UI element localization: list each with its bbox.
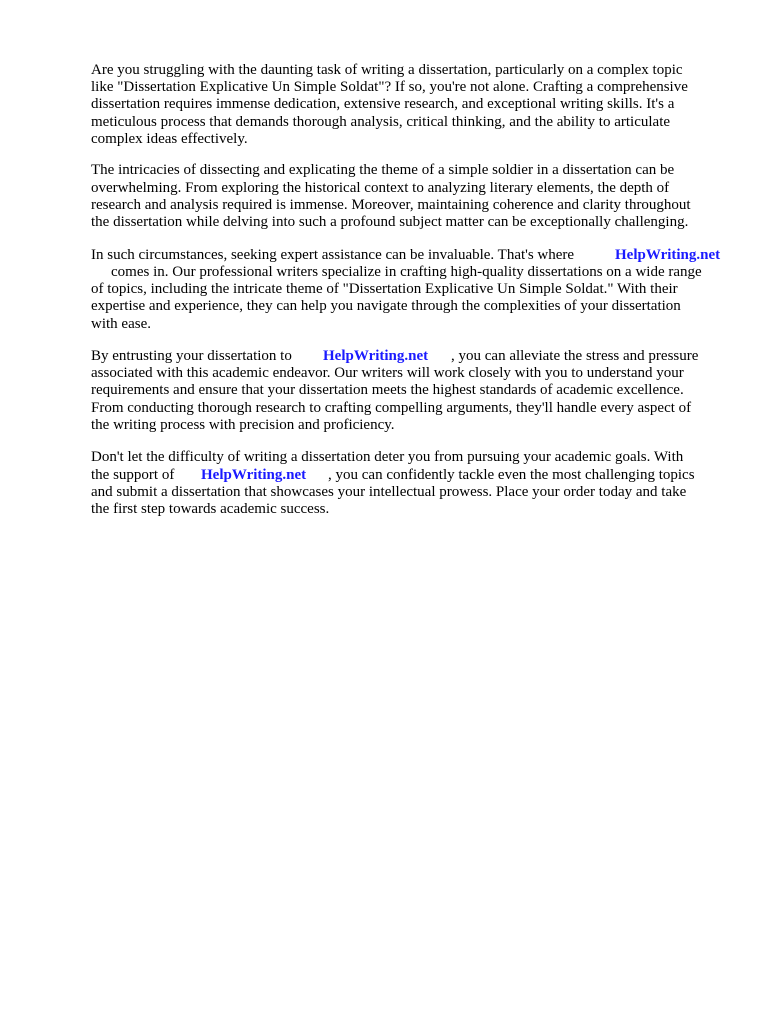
paragraph-5-line-1: Don't let the difficulty of writing a dissertation deter you from pursuing your academic goals. With <box>91 449 684 465</box>
helpwriting-link-1[interactable]: HelpWriting.net <box>615 247 721 263</box>
paragraph-4-line-5: the writing process with precision and proficiency. <box>91 417 395 433</box>
paragraph-1-line-1: Are you struggling with the daunting task of writing a dissertation, particularly on a complex topic <box>91 62 683 78</box>
paragraph-4-line-2: associated with this academic endeavor. Our writers will work closely with you to understand your <box>91 365 684 381</box>
helpwriting-link-2[interactable]: HelpWriting.net <box>323 348 429 364</box>
paragraph-3-line-1: In such circumstances, seeking expert assistance can be invaluable. That's where <box>91 247 575 263</box>
paragraph-5-line-4: the first step towards academic success. <box>91 501 330 517</box>
paragraph-1-line-5: complex ideas effectively. <box>91 131 248 147</box>
paragraph-4-line-4: From conducting thorough research to crafting compelling arguments, they'll handle every aspect of <box>91 400 692 416</box>
helpwriting-link-3[interactable]: HelpWriting.net <box>201 467 307 483</box>
paragraph-5-line-2: the support of <box>91 467 175 483</box>
paragraph-3-line-5: with ease. <box>91 316 151 332</box>
paragraph-5-line-3: and submit a dissertation that showcases your intellectual prowess. Place your order today and take <box>91 484 687 500</box>
paragraph-2-line-1: The intricacies of dissecting and explicating the theme of a simple soldier in a dissertation can be <box>91 162 675 178</box>
paragraph-4-line-1: By entrusting your dissertation to <box>91 348 292 364</box>
paragraph-5-after-link: , you can confidently tackle even the most challenging topics <box>328 467 695 483</box>
paragraph-3-line-4: expertise and experience, they can help you navigate through the complexities of your dissertation <box>91 298 681 314</box>
paragraph-4-after-link: , you can alleviate the stress and pressure <box>451 348 699 364</box>
paragraph-2-line-3: research and analysis required is immense. Moreover, maintaining coherence and clarity throughout <box>91 197 691 213</box>
paragraph-2-line-2: overwhelming. From exploring the historical context to analyzing literary elements, the depth of <box>91 180 670 196</box>
paragraph-3-after-link: comes in. Our professional writers specialize in crafting high-quality dissertations on a wide range <box>111 264 702 280</box>
paragraph-1-line-4: meticulous process that demands thorough analysis, critical thinking, and the ability to articulate <box>91 114 671 130</box>
paragraph-4-line-3: requirements and ensure that your dissertation meets the highest standards of academic excellence. <box>91 382 684 398</box>
paragraph-2-line-4: the dissertation while delving into such a profound subject matter can be exceptionally challenging. <box>91 214 689 230</box>
paragraph-3-line-3: of topics, including the intricate theme of "Dissertation Explicative Un Simple Soldat." With their <box>91 281 678 297</box>
paragraph-1-line-3: dissertation requires immense dedication, extensive research, and exceptional writing skills. It's a <box>91 96 675 112</box>
paragraph-1-line-2: like "Dissertation Explicative Un Simple Soldat"? If so, you're not alone. Crafting a comprehensive <box>91 79 688 95</box>
